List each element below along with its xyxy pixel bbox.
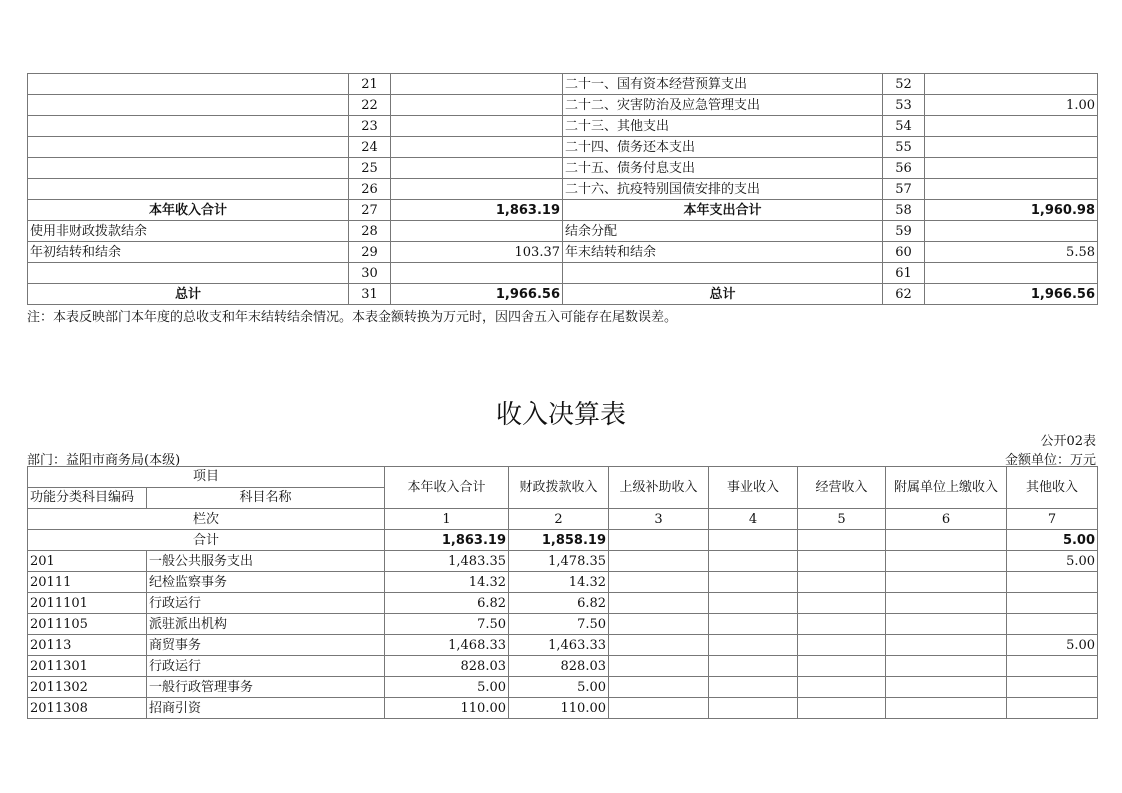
expense-row-number: 55 (883, 137, 925, 158)
income-value: 7.50 (385, 614, 509, 635)
table-note: 注：本表反映部门本年度的总收支和年末结转结余情况。本表金额转换为万元时，因四舍五入可能存在尾数误差。 (27, 310, 678, 325)
income-row-number: 22 (349, 95, 391, 116)
summary-row (28, 74, 1098, 95)
income-value: 5.00 (1007, 635, 1098, 656)
column-number: 4 (709, 509, 798, 530)
column-number-label: 栏次 (28, 509, 385, 530)
income-value (798, 593, 886, 614)
sum-value: 1,863.19 (385, 530, 509, 551)
table-row (28, 572, 1098, 593)
summary-row (28, 284, 1098, 305)
income-value (609, 593, 709, 614)
expense-item-value (925, 158, 1098, 179)
summary-row (28, 179, 1098, 200)
sum-row (28, 530, 1098, 551)
expense-item-value (925, 74, 1098, 95)
income-value: 110.00 (385, 698, 509, 719)
income-value: 6.82 (509, 593, 609, 614)
header-fiscal: 财政拨款收入 (509, 467, 609, 509)
income-row-number: 27 (349, 200, 391, 221)
income-value (798, 551, 886, 572)
table-row (28, 656, 1098, 677)
subject-code: 2011105 (28, 614, 147, 635)
expense-row-number: 53 (883, 95, 925, 116)
header-total: 本年收入合计 (385, 467, 509, 509)
subject-code: 2011308 (28, 698, 147, 719)
income-item-value (391, 74, 563, 95)
income-row-number: 28 (349, 221, 391, 242)
column-number: 2 (509, 509, 609, 530)
income-item-value (391, 179, 563, 200)
subject-name: 行政运行 (147, 656, 385, 677)
expense-item-label: 本年支出合计 (563, 200, 883, 221)
header-superior: 上级补助收入 (609, 467, 709, 509)
income-item-label: 使用非财政拨款结余 (28, 221, 349, 242)
income-value: 828.03 (385, 656, 509, 677)
subject-code: 2011301 (28, 656, 147, 677)
income-value (798, 572, 886, 593)
department-label: 部门：益阳市商务局(本级) (27, 453, 181, 468)
income-row-number: 31 (349, 284, 391, 305)
page-title: 收入决算表 (495, 400, 626, 430)
income-value (609, 656, 709, 677)
income-value (709, 698, 798, 719)
income-item-label: 年初结转和结余 (28, 242, 349, 263)
income-value (798, 656, 886, 677)
sum-value: 1,858.19 (509, 530, 609, 551)
income-item-label (28, 74, 349, 95)
unit-label: 金额单位：万元 (1004, 453, 1096, 468)
income-row-number: 30 (349, 263, 391, 284)
table-row (28, 698, 1098, 719)
table-code: 公开02表 (1040, 434, 1096, 449)
income-value (886, 656, 1007, 677)
income-item-value: 1,863.19 (391, 200, 563, 221)
subject-code: 20111 (28, 572, 147, 593)
header-name-col: 科目名称 (147, 488, 385, 509)
sum-label: 合计 (28, 530, 385, 551)
expense-row-number: 58 (883, 200, 925, 221)
expense-item-value: 1.00 (925, 95, 1098, 116)
column-number: 6 (886, 509, 1007, 530)
income-value (886, 572, 1007, 593)
sum-value (709, 530, 798, 551)
summary-row (28, 242, 1098, 263)
subject-code: 20113 (28, 635, 147, 656)
income-value (709, 677, 798, 698)
summary-row (28, 158, 1098, 179)
income-item-label (28, 158, 349, 179)
summary-row (28, 200, 1098, 221)
subject-name: 招商引资 (147, 698, 385, 719)
income-value: 5.00 (385, 677, 509, 698)
income-item-value (391, 263, 563, 284)
sum-value (609, 530, 709, 551)
income-value (609, 635, 709, 656)
income-value: 7.50 (509, 614, 609, 635)
subject-code: 201 (28, 551, 147, 572)
expense-item-value: 1,960.98 (925, 200, 1098, 221)
income-value (1007, 614, 1098, 635)
summary-row (28, 263, 1098, 284)
summary-row (28, 221, 1098, 242)
income-value (709, 593, 798, 614)
expense-item-label: 二十二、灾害防治及应急管理支出 (563, 95, 883, 116)
income-item-value (391, 95, 563, 116)
income-item-label: 总计 (28, 284, 349, 305)
income-row-number: 23 (349, 116, 391, 137)
expense-item-label: 总计 (563, 284, 883, 305)
expense-item-label: 二十六、抗疫特别国债安排的支出 (563, 179, 883, 200)
income-value (709, 572, 798, 593)
expense-item-label (563, 263, 883, 284)
balance-summary-table (27, 73, 1098, 305)
income-item-value: 103.37 (391, 242, 563, 263)
header-affiliated: 附属单位上缴收入 (886, 467, 1007, 509)
income-value (1007, 698, 1098, 719)
income-value: 14.32 (509, 572, 609, 593)
expense-item-value (925, 116, 1098, 137)
sum-value (886, 530, 1007, 551)
summary-row (28, 137, 1098, 158)
header-code-col: 功能分类科目编码 (28, 488, 147, 509)
income-value: 110.00 (509, 698, 609, 719)
income-value: 828.03 (509, 656, 609, 677)
income-item-label (28, 179, 349, 200)
subject-name: 纪检监察事务 (147, 572, 385, 593)
expense-row-number: 56 (883, 158, 925, 179)
header-business: 事业收入 (709, 467, 798, 509)
income-value (798, 677, 886, 698)
income-value: 1,463.33 (509, 635, 609, 656)
income-value (1007, 572, 1098, 593)
header-operating: 经营收入 (798, 467, 886, 509)
income-value (886, 677, 1007, 698)
expense-item-label: 二十五、债务付息支出 (563, 158, 883, 179)
column-number: 7 (1007, 509, 1098, 530)
income-value: 5.00 (509, 677, 609, 698)
income-value (609, 698, 709, 719)
income-value (886, 635, 1007, 656)
income-item-label (28, 263, 349, 284)
subject-name: 行政运行 (147, 593, 385, 614)
income-value (886, 614, 1007, 635)
table-row (28, 614, 1098, 635)
income-item-value (391, 116, 563, 137)
income-row-number: 26 (349, 179, 391, 200)
income-item-value (391, 221, 563, 242)
expense-row-number: 62 (883, 284, 925, 305)
income-value (1007, 656, 1098, 677)
expense-row-number: 52 (883, 74, 925, 95)
column-number: 1 (385, 509, 509, 530)
subject-name: 派驻派出机构 (147, 614, 385, 635)
income-value (886, 593, 1007, 614)
header-other: 其他收入 (1007, 467, 1098, 509)
income-value: 1,468.33 (385, 635, 509, 656)
expense-item-value (925, 179, 1098, 200)
expense-row-number: 57 (883, 179, 925, 200)
income-value (709, 635, 798, 656)
income-value: 5.00 (1007, 551, 1098, 572)
income-value (1007, 593, 1098, 614)
income-value (709, 614, 798, 635)
column-number-row (28, 509, 1098, 530)
income-row-number: 25 (349, 158, 391, 179)
income-item-value (391, 137, 563, 158)
income-value (798, 698, 886, 719)
expense-item-value: 1,966.56 (925, 284, 1098, 305)
income-item-label (28, 137, 349, 158)
income-value (609, 677, 709, 698)
income-value (798, 635, 886, 656)
expense-row-number: 60 (883, 242, 925, 263)
expense-item-value (925, 221, 1098, 242)
income-row-number: 21 (349, 74, 391, 95)
expense-item-label: 年末结转和结余 (563, 242, 883, 263)
income-item-label: 本年收入合计 (28, 200, 349, 221)
income-value (709, 656, 798, 677)
subject-code: 2011302 (28, 677, 147, 698)
table-row (28, 593, 1098, 614)
income-value (709, 551, 798, 572)
income-value: 6.82 (385, 593, 509, 614)
income-value (886, 551, 1007, 572)
income-value (609, 551, 709, 572)
expense-item-value: 5.58 (925, 242, 1098, 263)
income-item-value: 1,966.56 (391, 284, 563, 305)
column-number: 5 (798, 509, 886, 530)
expense-row-number: 61 (883, 263, 925, 284)
income-value: 1,478.35 (509, 551, 609, 572)
income-item-label (28, 95, 349, 116)
sum-value (798, 530, 886, 551)
income-item-value (391, 158, 563, 179)
income-value (886, 698, 1007, 719)
subject-name: 一般行政管理事务 (147, 677, 385, 698)
expense-row-number: 59 (883, 221, 925, 242)
income-value (798, 614, 886, 635)
column-number: 3 (609, 509, 709, 530)
subject-name: 一般公共服务支出 (147, 551, 385, 572)
income-item-label (28, 116, 349, 137)
income-value (609, 614, 709, 635)
header-item: 项目 (28, 467, 385, 488)
expense-item-value (925, 137, 1098, 158)
expense-item-label: 结余分配 (563, 221, 883, 242)
table-row (28, 635, 1098, 656)
summary-row (28, 95, 1098, 116)
subject-name: 商贸事务 (147, 635, 385, 656)
sum-value: 5.00 (1007, 530, 1098, 551)
subject-code: 2011101 (28, 593, 147, 614)
expense-item-value (925, 263, 1098, 284)
income-row-number: 29 (349, 242, 391, 263)
income-value: 1,483.35 (385, 551, 509, 572)
expense-item-label: 二十一、国有资本经营预算支出 (563, 74, 883, 95)
income-table (27, 466, 1098, 719)
table-row (28, 677, 1098, 698)
income-value (609, 572, 709, 593)
income-value (1007, 677, 1098, 698)
expense-item-label: 二十三、其他支出 (563, 116, 883, 137)
summary-row (28, 116, 1098, 137)
expense-item-label: 二十四、债务还本支出 (563, 137, 883, 158)
expense-row-number: 54 (883, 116, 925, 137)
income-row-number: 24 (349, 137, 391, 158)
income-value: 14.32 (385, 572, 509, 593)
table-row (28, 551, 1098, 572)
